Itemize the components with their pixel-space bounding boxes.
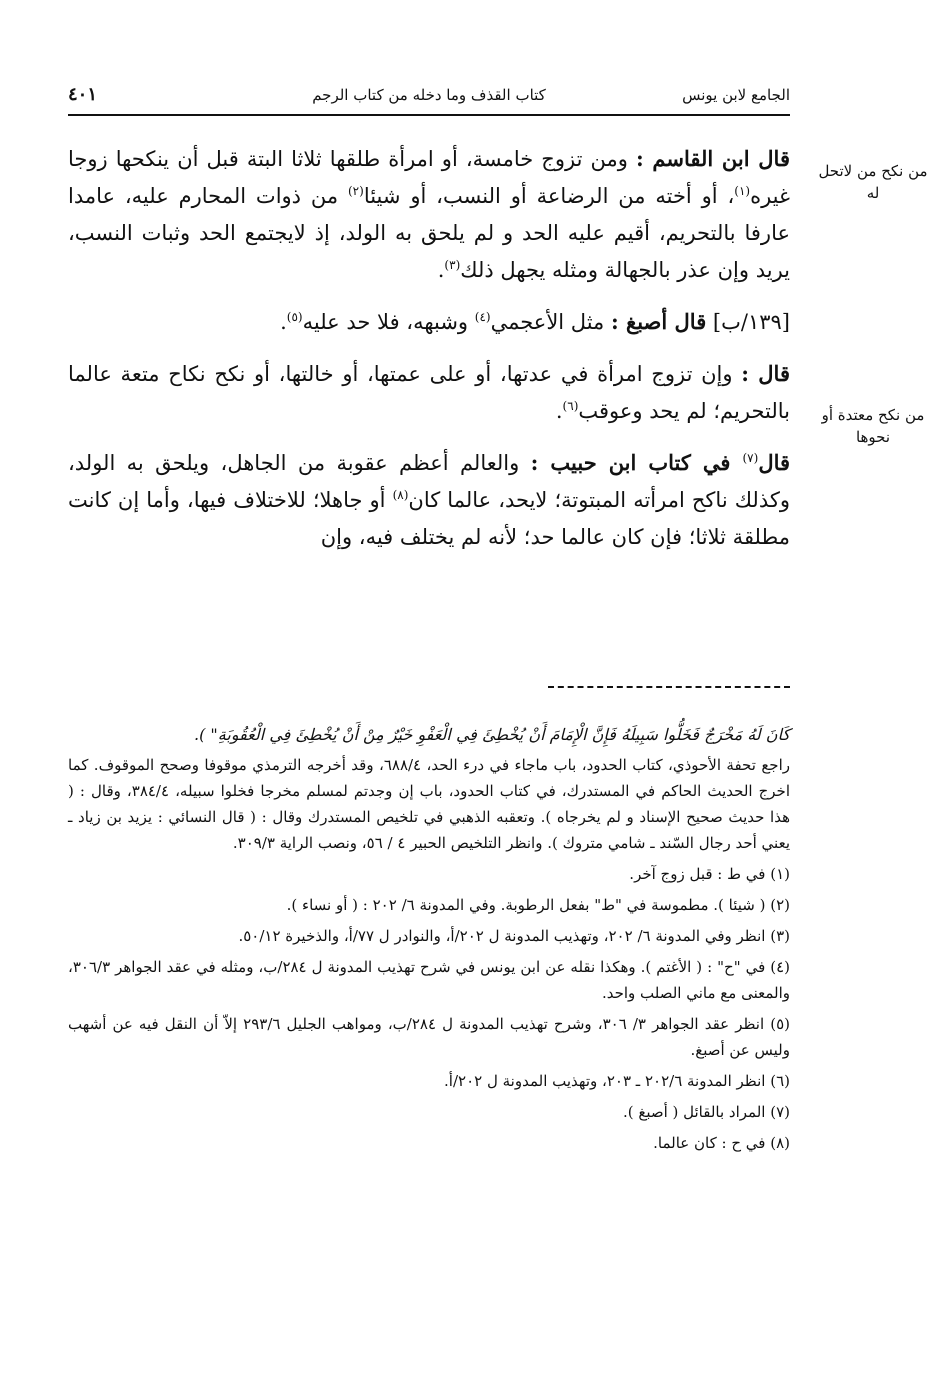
footnote: (٧) المراد بالقائل ( أصبغ ). xyxy=(622,1103,790,1121)
speaker-label: قال أصبغ : xyxy=(610,309,707,334)
page-number: ٤٠١ xyxy=(68,84,98,105)
footnote-separator xyxy=(548,686,790,688)
folio-marker: [١٣٩/ب] xyxy=(706,310,790,334)
paragraph-text: . xyxy=(437,258,445,282)
paragraph-text: . xyxy=(555,399,563,423)
footnote: (٣) انظر وفي المدونة ٦/ ٢٠٢، وتهذيب المدونة ل ٢٠٢/أ، والنوادر ل ٧٧/أ، والذخيرة ٥٠/١٢. xyxy=(238,927,790,945)
footnote-ref[interactable]: (٢) xyxy=(347,184,364,198)
paragraph xyxy=(68,140,790,289)
footnote: (٢) ( شيئا ). مطموسة في "ط" بفعل الرطوبة. وفي المدونة ٦/ ٢٠٢ : ( أو نساء ). xyxy=(286,896,790,914)
paragraph-text: . xyxy=(280,310,287,334)
paragraph-text: وإن تزوج امرأة في عدتها، أو على عمتها، أو خالتها، أو نكح نكاح متعة عالما بالتحريم؛ لم يحد وعوقب xyxy=(68,362,790,423)
paragraph-text: من ذوات المحارم عليه، عامدا عارفا بالتحريم، أقيم عليه الحد و لم يلحق به الولد، إذ لايجتمع الحد وثبات النسب، يريد وإن عذر بالجهالة ومثله يجهل ذلك xyxy=(68,184,790,282)
speaker-label: في كتاب ابن حبيب : xyxy=(530,450,743,475)
paragraph-text: والعالم أعظم عقوبة من الجاهل، ويلحق به الولد، وكذلك ناكح امرأته المبتوتة؛ لايحد، عالما كان xyxy=(68,451,790,512)
footnote: (٦) انظر المدونة ٢٠٢/٦ ـ ٢٠٣، وتهذيب المدونة ل ٢٠٢/أ. xyxy=(444,1072,790,1090)
footnote-ref[interactable]: (١) xyxy=(734,184,751,198)
paragraph xyxy=(68,303,790,341)
footnote: (٥) انظر عقد الجواهر ٣/ ٣٠٦، وشرح تهذيب المدونة ل ٢٨٤/ب، ومواهب الجليل ٢٩٣/٦ إلاّ أن النقل فيه عن أشهب وليس عن أصبغ. xyxy=(68,1015,790,1059)
footnote-ref[interactable]: (٥) xyxy=(286,310,303,324)
paragraph xyxy=(68,444,790,556)
speaker-label: قال xyxy=(758,450,791,475)
margin-note: من نكح معتدة أو نحوها xyxy=(821,406,925,446)
speaker-label: قال ابن القاسم : xyxy=(635,146,790,171)
paragraph-text: ، أو أخته من الرضاعة أو النسب، أو شيئا xyxy=(363,184,735,208)
footnote-ref[interactable]: (٨) xyxy=(392,488,409,502)
footnote: (٨) في ح : كان عالما. xyxy=(653,1134,790,1152)
main-text xyxy=(68,140,790,570)
footnote-ref[interactable]: (٣) xyxy=(444,258,461,272)
book-title: الجامع لابن يونس xyxy=(682,86,790,104)
header-rule xyxy=(68,114,790,116)
footnote-continuation: راجع تحفة الأحوذي، كتاب الحدود، باب ماجاء في درء الحد، ٦٨٨/٤، وقد أخرجه الترمذي موقوفا وصحح الموقوف. كما اخرج الحديث الحاكم في المستدرك، في كتاب الحدود، باب إن وجدتم لمسلم مخرجا فخلوا سبيله، ٣٨٤/٤، وقال : ( هذا حديث صحيح الإسناد و لم يخرجاه ). وتعقبه الذهبي في تلخيص المستدرك وقال : ( قال النسائي : يزيد بن زياد ـ يعني أحد رجال السّند ـ شامي متروك ). وانظر التلخيص الحبير ٤ / ٥٦، ونصب الراية ٣٠٩/٣. xyxy=(68,756,790,852)
speaker-label: قال : xyxy=(741,361,790,386)
chapter-title: كتاب القذف وما دخله من كتاب الرجم xyxy=(312,86,546,104)
footnote-ref[interactable]: (٦) xyxy=(562,399,579,413)
footnote-ref[interactable]: (٧) xyxy=(742,451,759,465)
footnote: (١) في ط : قبل زوج آخر. xyxy=(629,865,790,883)
paragraph-text: ومن تزوج خامسة، أو امرأة طلقها ثلاثا البتة قبل أن ينكحها زوجا غيره xyxy=(68,147,790,208)
paragraph-text: مثل الأعجمي xyxy=(490,310,611,334)
footnote: (٤) في "ح" : ( الأغتم ). وهكذا نقله عن ابن يونس في شرح تهذيب المدونة ل ٢٨٤/ب، ومثله في عقد الجواهر ٣٠٦/٣، والمعنى مع ماني الصلب واحد. xyxy=(68,958,790,1002)
paragraph-text: أو جاهلا؛ للاختلاف فيها، وأما إن كانت مطلقة ثلاثا؛ فإن كان عالما حد؛ لأنه لم يختلف فيه، وإن xyxy=(68,488,790,549)
paragraph-text: وشبهه، فلا حد عليه xyxy=(302,310,475,334)
margin-note: من نكح من لاتحل له xyxy=(818,162,928,202)
footnotes xyxy=(68,722,790,1156)
footnote-ref[interactable]: (٤) xyxy=(474,310,491,324)
hadith-quote: كَانَ لَهُ مَخْرَجٌ فَخَلُّوا سَبِيلَهُ فَإِنَّ الْإِمَامَ أَنْ يُخْطِئَ فِي الْعَفْوِ خَيْرٌ مِنْ أَنْ يُخْطِئَ فِي الْعُقُوبَةِ" ). xyxy=(194,725,790,744)
running-header xyxy=(68,84,790,110)
paragraph xyxy=(68,355,790,430)
